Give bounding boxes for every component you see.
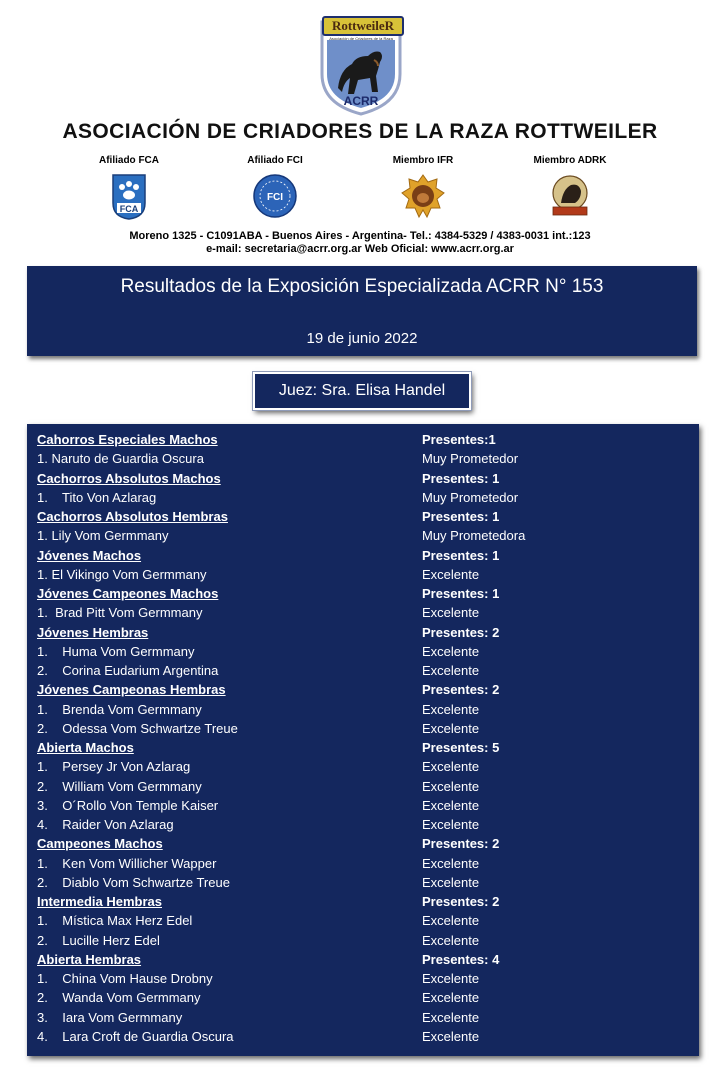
result-row — [37, 488, 687, 507]
logo-subtitle: Asociación de Criadores de la Raza — [329, 36, 393, 41]
fca-text: FCA — [119, 204, 139, 214]
category-name: Cachorros Absolutos Machos — [37, 470, 221, 486]
contact-info — [0, 230, 720, 256]
result-row — [37, 854, 687, 873]
qualification: Muy Prometedor — [422, 489, 519, 505]
qualification: Excelente — [422, 701, 480, 717]
result-row — [37, 969, 687, 988]
category-name: Campeones Machos — [37, 836, 163, 852]
result-row — [37, 661, 687, 680]
dog-entry: 1. Huma Vom Germmany — [37, 643, 195, 659]
qualification: Excelente — [422, 971, 480, 986]
dog-entry: 2. Lucille Herz Edel — [37, 932, 160, 948]
result-row — [37, 1008, 687, 1027]
qualification: Excelente — [422, 932, 480, 948]
adrk-emblem-icon — [547, 173, 593, 219]
qualification: Excelente — [422, 990, 480, 1006]
present-count: Presentes: 5 — [422, 740, 500, 755]
category-name: Jóvenes Hembras — [37, 624, 149, 640]
category-name: Abierta Machos — [37, 740, 134, 755]
organization-title: ASOCIACIÓN DE CRIADORES DE LA RAZA ROTTWEILER — [62, 120, 658, 143]
category-name: Cahorros Especiales Machos — [37, 432, 218, 447]
category-name: Jóvenes Campeonas Hembras — [37, 682, 226, 698]
logo-banner: RottweileR — [322, 16, 404, 36]
category-row — [37, 623, 687, 642]
qualification: Excelente — [422, 605, 480, 621]
result-row — [37, 796, 687, 815]
category-row — [37, 680, 687, 699]
present-count: Presentes: 1 — [422, 509, 500, 524]
present-count: Presentes: 1 — [422, 547, 500, 563]
dog-entry: 2. Diablo Vom Schwartze Treue — [37, 874, 230, 890]
result-row — [37, 449, 687, 468]
category-row — [37, 546, 687, 565]
qualification: Excelente — [422, 913, 480, 929]
affiliation-label: Afiliado FCI — [247, 155, 303, 166]
dog-entry: 3. O´Rollo Von Temple Kaiser — [37, 797, 219, 813]
qualification: Muy Prometedora — [422, 528, 526, 544]
qualification: Excelente — [422, 778, 480, 794]
fca-paw-icon — [109, 173, 149, 221]
present-count: Presentes: 1 — [422, 470, 500, 486]
logo-acronym: ACRR — [343, 94, 379, 108]
category-name: Jóvenes Campeones Machos — [37, 586, 219, 601]
result-row — [37, 988, 687, 1007]
dog-entry: 1. Tito Von Azlarag — [37, 489, 157, 505]
results-title: Resultados de la Exposición Especializada ACRR N° 153 — [120, 276, 604, 297]
dog-entry: 2. Corina Eudarium Argentina — [37, 663, 219, 678]
result-row — [37, 1027, 687, 1046]
dog-entry: 1. Mística Max Herz Edel — [37, 913, 193, 929]
dog-entry: 1. Naruto de Guardia Oscura — [37, 451, 204, 467]
present-count: Presentes: 2 — [422, 624, 500, 640]
dog-entry: 2. William Vom Germmany — [37, 778, 202, 794]
dog-entry: 4. Raider Von Azlarag — [37, 817, 174, 832]
qualification: Excelente — [422, 720, 480, 736]
category-name: Jóvenes Machos — [37, 547, 142, 563]
dog-entry: 1. Brad Pitt Vom Germmany — [37, 605, 203, 621]
contact-address: Moreno 1325 - C1091ABA - Buenos Aires - Argentina- Tel.: 4384-5329 / 4383-0031 int.:123 — [129, 230, 591, 242]
dog-entry: 1. Persey Jr Von Azlarag — [37, 759, 191, 775]
present-count: Presentes: 1 — [422, 586, 500, 601]
category-row — [37, 430, 687, 449]
affiliation-adrk — [510, 155, 630, 219]
result-row — [37, 603, 687, 622]
category-row — [37, 892, 687, 911]
qualification: Excelente — [422, 797, 480, 813]
dog-entry: 1. Brenda Vom Germmany — [37, 701, 202, 717]
affiliation-label: Afiliado FCA — [99, 155, 159, 166]
qualification: Excelente — [422, 1028, 480, 1044]
results-list — [27, 424, 699, 1056]
present-count: Presentes:1 — [422, 432, 496, 447]
ifr-emblem-icon — [400, 173, 446, 219]
category-name: Abierta Hembras — [37, 951, 142, 967]
qualification: Excelente — [422, 855, 480, 871]
category-row — [37, 469, 687, 488]
category-row — [37, 738, 687, 757]
qualification: Muy Prometedor — [422, 451, 519, 467]
fci-text: FCI — [266, 192, 284, 203]
dog-entry: 2. Wanda Vom Germmany — [37, 990, 201, 1006]
qualification: Excelente — [422, 663, 480, 678]
qualification: Excelente — [422, 1009, 480, 1025]
result-row — [37, 565, 687, 584]
result-row — [37, 931, 687, 950]
result-row — [37, 911, 687, 930]
qualification: Excelente — [422, 817, 480, 832]
judge-label: Juez: Sra. Elisa Handel — [253, 372, 471, 410]
present-count: Presentes: 4 — [422, 951, 500, 967]
category-name: Intermedia Hembras — [37, 894, 162, 909]
results-header-box — [27, 266, 697, 356]
affiliation-label: Miembro IFR — [392, 155, 454, 166]
dog-entry: 1. Lily Vom Germmany — [37, 528, 169, 544]
qualification: Excelente — [422, 643, 480, 659]
dog-entry: 1. China Vom Hause Drobny — [37, 971, 213, 986]
category-row — [37, 584, 687, 603]
result-row — [37, 700, 687, 719]
acrr-logo — [318, 12, 404, 116]
dog-entry: 1. El Vikingo Vom Germmany — [37, 566, 207, 582]
result-row — [37, 642, 687, 661]
result-row — [37, 757, 687, 776]
results-date: 19 de junio 2022 — [306, 330, 418, 347]
affiliation-label: Miembro ADRK — [533, 155, 607, 166]
dog-entry: 4. Lara Croft de Guardia Oscura — [37, 1028, 234, 1044]
fci-globe-icon — [252, 173, 298, 219]
affiliation-ifr — [363, 155, 483, 219]
category-row — [37, 950, 687, 969]
affiliation-fci — [215, 155, 335, 219]
result-row — [37, 777, 687, 796]
present-count: Presentes: 2 — [422, 682, 500, 698]
result-row — [37, 815, 687, 834]
category-name: Cachorros Absolutos Hembras — [37, 509, 228, 524]
dog-entry: 3. Iara Vom Germmany — [37, 1009, 183, 1025]
qualification: Excelente — [422, 874, 480, 890]
qualification: Excelente — [422, 566, 480, 582]
contact-web: e-mail: secretaria@acrr.org.ar Web Oficial: www.acrr.org.ar — [206, 243, 514, 255]
affiliation-fca — [69, 155, 189, 221]
result-row — [37, 526, 687, 545]
result-row — [37, 719, 687, 738]
present-count: Presentes: 2 — [422, 894, 500, 909]
category-row — [37, 834, 687, 853]
qualification: Excelente — [422, 759, 480, 775]
category-row — [37, 507, 687, 526]
dog-entry: 2. Odessa Vom Schwartze Treue — [37, 720, 238, 736]
present-count: Presentes: 2 — [422, 836, 500, 852]
result-row — [37, 873, 687, 892]
dog-entry: 1. Ken Vom Willicher Wapper — [37, 855, 217, 871]
